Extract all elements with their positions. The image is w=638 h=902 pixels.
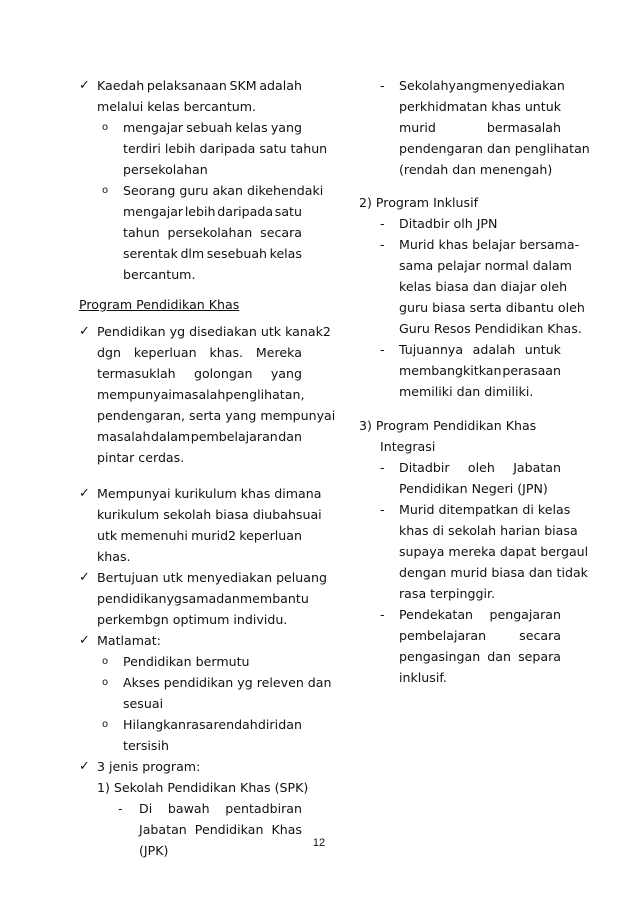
text-line: Seorang guru akan dikehendaki: [123, 183, 324, 198]
text-line: khas.: [97, 549, 131, 564]
text-line: kelas biasa dan diajar oleh: [399, 279, 568, 294]
text-line: Pendekatan pengajaran: [399, 607, 561, 622]
text-line: sesuai: [123, 696, 164, 711]
text-line: pengasingan dan separa: [399, 649, 561, 664]
dash-bullet-icon: -: [118, 801, 123, 816]
text-line: Ditadbir oleh Jabatan: [399, 460, 561, 475]
dash-bullet-icon: -: [380, 460, 385, 475]
circle-bullet-icon: o: [102, 122, 109, 133]
dash-bullet-icon: -: [380, 502, 385, 517]
dash-bullet-icon: -: [380, 237, 385, 252]
dash-bullet-icon: -: [380, 216, 385, 231]
check-bullet-icon: ✓: [79, 324, 90, 339]
text-line: terdiri lebih daripada satu tahun: [123, 141, 328, 156]
circle-bullet-icon: o: [102, 677, 109, 688]
text-line: Mempunyai kurikulum khas dimana: [97, 486, 322, 501]
circle-bullet-icon: o: [102, 185, 109, 196]
text-line: tersisih: [123, 738, 169, 753]
text-line: pendengaran, serta yang mempunyai: [97, 408, 336, 423]
text-line: Pendidikan yg disediakan utk kanak2: [97, 324, 331, 339]
text-line: supaya mereka dapat bergaul: [399, 544, 589, 559]
circle-bullet-icon: o: [102, 656, 109, 667]
text-line: Di bawah pentadbiran: [139, 801, 302, 816]
text-line: bercantum.: [123, 267, 196, 282]
text-line: Ditadbir olh JPN: [399, 216, 498, 231]
text-line: murid bermasalah: [399, 120, 561, 135]
page-number: 12: [312, 837, 326, 849]
text-line: Pendidikan bermutu: [123, 654, 250, 669]
text-line: Guru Resos Pendidikan Khas.: [399, 321, 582, 336]
dash-bullet-icon: -: [380, 342, 385, 357]
text-line: 3 jenis program:: [97, 759, 201, 774]
text-line: mengajar lebih daripada satu: [123, 204, 302, 219]
check-bullet-icon: ✓: [79, 570, 90, 585]
text-line: (JPK): [139, 843, 169, 858]
text-line: Hilangkan rasa rendah diri dan: [123, 717, 302, 732]
text-line: sama pelajar normal dalam: [399, 258, 572, 273]
check-bullet-icon: ✓: [79, 78, 90, 93]
text-line: serentak dlm sesebuah kelas: [123, 246, 302, 261]
text-line: mempunyai masalah penglihatan,: [97, 387, 305, 402]
text-line: kurikulum sekolah biasa diubahsuai: [97, 507, 322, 522]
check-bullet-icon: ✓: [79, 759, 90, 774]
text-line: inklusif.: [399, 670, 447, 685]
text-line: 3) Program Pendidikan Khas: [359, 418, 537, 433]
text-line: perkembgn optimum individu.: [97, 612, 288, 627]
text-line: (rendah dan menengah): [399, 162, 553, 177]
text-line: Matlamat:: [97, 633, 161, 648]
dash-bullet-icon: -: [380, 607, 385, 622]
text-line: khas di sekolah harian biasa: [399, 523, 578, 538]
text-line: Murid khas belajar bersama-: [399, 237, 580, 252]
text-line: 2) Program Inklusif: [359, 195, 479, 210]
text-line: pintar cerdas.: [97, 450, 185, 465]
text-line: memiliki dan dimiliki.: [399, 384, 534, 399]
text-line: pendengaran dan penglihatan: [399, 141, 590, 156]
circle-bullet-icon: o: [102, 719, 109, 730]
text-line: tahun persekolahan secara: [123, 225, 302, 240]
section-heading: Program Pendidikan Khas: [79, 297, 240, 312]
text-line: Bertujuan utk menyediakan peluang: [97, 570, 327, 585]
text-line: Akses pendidikan yg releven dan: [123, 675, 332, 690]
text-line: perkhidmatan khas untuk: [399, 99, 561, 114]
text-line: termasuklah golongan yang: [97, 366, 302, 381]
text-line: pembelajaran secara: [399, 628, 561, 643]
text-line: Tujuannya adalah untuk: [399, 342, 561, 357]
text-line: masalah dalam pembelajaran dan: [97, 429, 302, 444]
text-line: Jabatan Pendidikan Khas: [139, 822, 302, 837]
text-line: melalui kelas bercantum.: [97, 99, 257, 114]
text-line: dgn keperluan khas. Mereka: [97, 345, 302, 360]
text-line: Kaedah pelaksanaan SKM adalah: [97, 78, 302, 93]
text-line: Murid ditempatkan di kelas: [399, 502, 571, 517]
text-line: guru biasa serta dibantu oleh: [399, 300, 585, 315]
text-line: Pendidikan Negeri (JPN): [399, 481, 548, 496]
check-bullet-icon: ✓: [79, 486, 90, 501]
check-bullet-icon: ✓: [79, 633, 90, 648]
dash-bullet-icon: -: [380, 78, 385, 93]
text-line: utk memenuhi murid2 keperluan: [97, 528, 302, 543]
text-line: dengan murid biasa dan tidak: [399, 565, 588, 580]
text-line: Integrasi: [380, 439, 436, 454]
text-line: Sekolah yang menyediakan: [399, 78, 565, 93]
text-line: persekolahan: [123, 162, 208, 177]
text-line: rasa terpinggir.: [399, 586, 496, 601]
text-line: mengajar sebuah kelas yang: [123, 120, 302, 135]
text-line: 1) Sekolah Pendidikan Khas (SPK): [97, 780, 309, 795]
text-line: membangkitkan perasaan: [399, 363, 561, 378]
text-line: pendidikan yg sama dan membantu: [97, 591, 309, 606]
